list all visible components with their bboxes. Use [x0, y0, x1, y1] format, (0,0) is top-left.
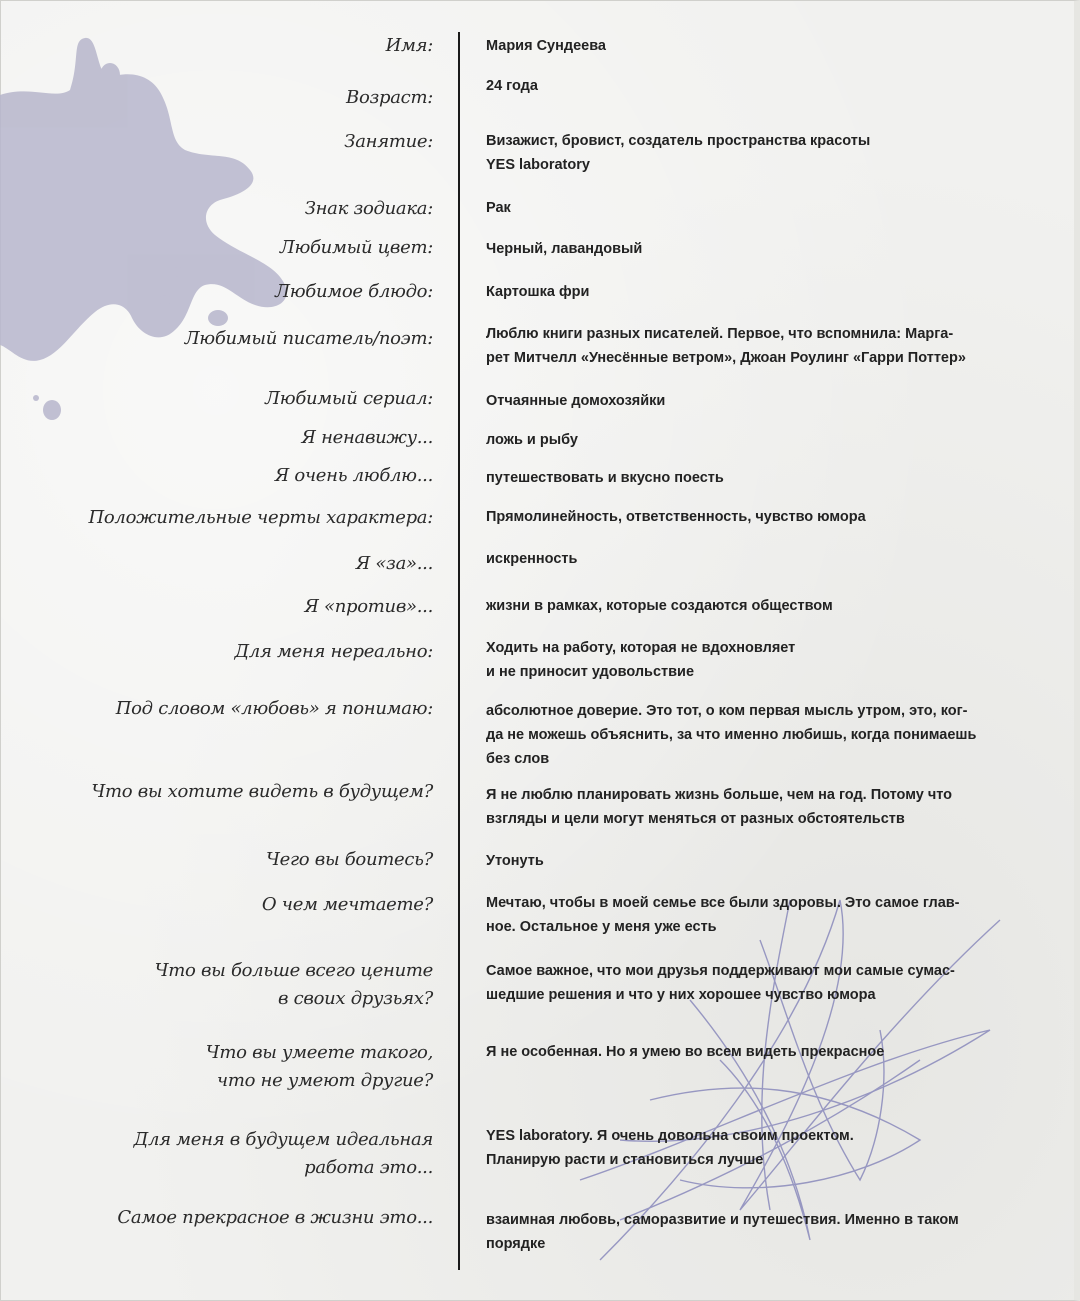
question-label: Знак зодиака: — [304, 198, 433, 219]
question-label: Для меня нереально: — [234, 641, 433, 662]
answer-text: Утонуть — [486, 853, 544, 869]
answer-text: жизни в рамках, которые создаются обществом — [486, 598, 833, 614]
answer-text: абсолютное доверие. Это тот, о ком первая мысль утром, это, ког- да не можешь объяснить, за что именно любишь, когда понимаешь без слов — [486, 703, 977, 767]
question-label: Для меня в будущем идеальная работа это... — [133, 1129, 433, 1178]
question-label: Любимое блюдо: — [275, 281, 433, 302]
answer-text: Я не люблю планировать жизнь больше, чем на год. Потому что взгляды и цели могут меняться от разных обстоятельств — [486, 787, 953, 827]
answer-text: Картошка фри — [486, 284, 590, 300]
answer-text: ложь и рыбу — [486, 432, 578, 448]
question-label: Имя: — [385, 35, 433, 56]
answer-text: Самое важное, что мои друзья поддерживают мои самые сумас- шедшие решения и что у них хорошее чувство юмора — [486, 963, 955, 1003]
question-label: Самое прекрасное в жизни это... — [117, 1207, 433, 1228]
answer-text: Визажист, бровист, создатель пространства красоты YES laboratory — [486, 133, 871, 173]
question-label: Под словом «любовь» я понимаю: — [115, 698, 433, 719]
question-label: Что вы хотите видеть в будущем? — [91, 781, 433, 802]
answer-text: Прямолинейность, ответственность, чувство юмора — [486, 509, 866, 525]
question-label: Любимый писатель/поэт: — [184, 328, 433, 349]
answer-text: Ходить на работу, которая не вдохновляет и не приносит удовольствие — [486, 640, 796, 680]
question-label: Любимый сериал: — [265, 388, 433, 409]
answer-text: путешествовать и вкусно поесть — [486, 470, 724, 486]
question-label: Что вы умеете такого, что не умеют другие? — [205, 1042, 433, 1091]
answer-text: Люблю книги разных писателей. Первое, что вспомнила: Марга- рет Митчелл «Унесённые ветром», Джоан Роулинг «Гарри Поттер» — [486, 326, 966, 366]
question-label: Я очень люблю... — [274, 465, 433, 486]
answer-text: Мечтаю, чтобы в моей семье все были здоровы. Это самое глав- ное. Остальное у меня уже есть — [486, 895, 960, 935]
question-label: О чем мечтаете? — [261, 894, 433, 915]
question-label: Чего вы боитесь? — [266, 849, 433, 870]
question-label: Что вы больше всего цените в своих друзьях? — [154, 960, 433, 1009]
answer-text: Черный, лавандовый — [486, 241, 643, 257]
answer-text: 24 года — [486, 78, 538, 94]
question-label: Я «за»... — [355, 553, 433, 574]
question-label: Я ненавижу... — [301, 427, 433, 448]
answer-text: YES laboratory. Я очень довольна своим проектом. Планирую расти и становиться лучше — [486, 1128, 854, 1168]
answer-text: искренность — [486, 551, 578, 567]
answer-text: Отчаянные домохозяйки — [486, 393, 666, 409]
question-label: Положительные черты характера: — [88, 507, 433, 528]
answer-text: Рак — [486, 200, 511, 216]
answer-text: взаимная любовь, саморазвитие и путешествия. Именно в таком порядке — [486, 1212, 959, 1252]
question-label: Возраст: — [346, 87, 433, 108]
question-label: Любимый цвет: — [279, 237, 433, 258]
answer-text: Я не особенная. Но я умею во всем видеть прекрасное — [486, 1044, 885, 1060]
question-label: Занятие: — [344, 131, 433, 152]
question-label: Я «против»... — [304, 596, 433, 617]
answer-text: Мария Сундеева — [486, 38, 606, 54]
column-divider — [458, 32, 460, 1270]
